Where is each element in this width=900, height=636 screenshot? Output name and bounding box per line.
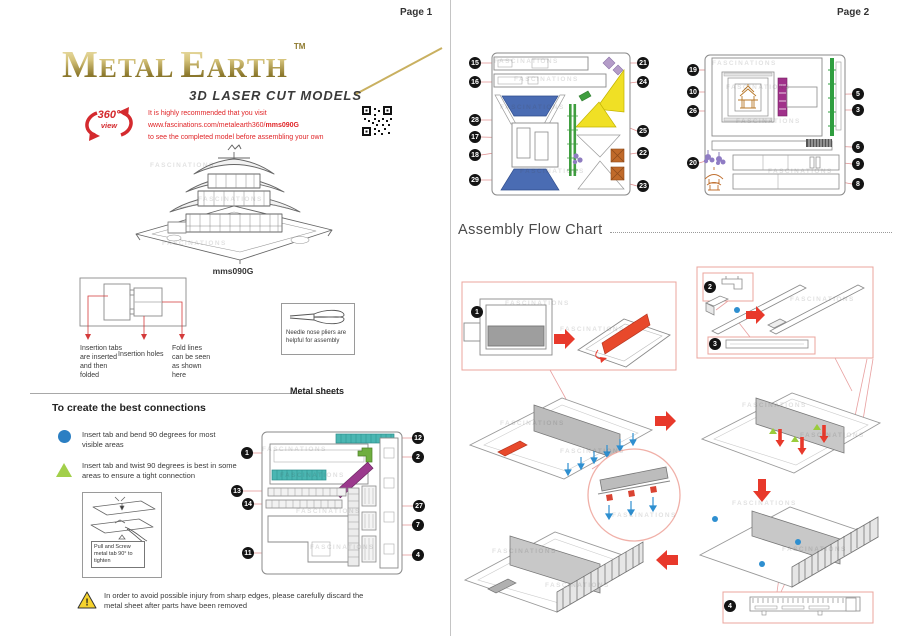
logo-tagline: 3D LASER CUT MODELS [189,88,362,103]
recommendation-line1: It is highly recommended that you visit [148,110,267,117]
part-callout-9: 9 [852,158,864,170]
part-callout-23: 23 [637,180,649,192]
part-callout-26: 26 [687,105,699,117]
model-pagoda-illustration [128,134,340,264]
step2-part-icon [722,276,742,289]
step-callout-4: 4 [724,600,736,612]
part-callout-7: 7 [412,519,424,531]
recommendation-url-model: mms090G [265,122,299,129]
part-callout-27: 27 [413,500,425,512]
twist-marker-icon [56,463,72,477]
twist-tip-text: Insert tab and twist 90 degrees is best in some areas to ensure a tight connection [82,461,237,480]
page2-header: Page 2 [837,7,870,18]
qr-code [362,106,392,136]
red-arrow-down [753,479,771,502]
pliers-note: Needle nose pliers are helpful for assembly [286,330,347,344]
assembly-mid-right [702,393,880,502]
part-callout-15: 15 [469,57,481,69]
part-callout-29: 29 [469,174,481,186]
part-callout-3: 3 [852,104,864,116]
watermark: FASCINATIONS [560,326,625,333]
connections-heading: To create the best connections [52,402,206,414]
badge-view-label: view [100,121,118,130]
assembly-bottom-right [700,507,878,587]
part-callout-12: 12 [412,432,424,444]
assembly-flow-diagram [450,253,900,636]
part-callout-4: 4 [412,549,424,561]
insertion-tabs-label: Insertion tabs are inserted and then folded [80,345,123,379]
logo-word-metal: METAL [62,44,175,86]
metal-sheet-1-drawing [228,424,432,580]
recommendation-url-base: www.fascinations.com/metalearth360/ [148,122,266,129]
part-callout-21: 21 [637,57,649,69]
watermark: FASCINATIONS [790,296,855,303]
needle-nose-pliers-icon [288,306,348,328]
part-magenta-strip [778,78,787,116]
fold-lines-label: Fold lines can be seen as shown here [172,345,211,379]
part-callout-13: 13 [231,485,243,497]
watermark: FASCINATIONS [732,500,797,507]
heading-dotted-rule [610,232,892,233]
badge-360-label: 360° [97,109,121,121]
part-callout-19: 19 [687,64,699,76]
part-callout-14: 14 [242,498,254,510]
step3-part-icon [726,340,808,348]
step4-part-icon [750,597,860,615]
red-arrow-right [554,329,575,349]
part-callout-1: 1 [241,447,253,459]
watermark: FASCINATIONS [150,162,215,169]
step-callout-1: 1 [471,306,483,318]
warning-triangle-icon [76,590,98,610]
tab-fold-diagram [78,276,190,342]
metal-sheets-label: Metal sheets [289,386,345,396]
twist-howto-diagram [85,495,159,543]
bend-marker [734,307,740,313]
part-callout-25: 25 [637,125,649,137]
part-callout-6: 6 [852,141,864,153]
part-callout-24: 24 [637,76,649,88]
bend-tip-text: Insert tab and bend 90 degrees for most visible areas [82,430,216,449]
insertion-holes-label: Insertion holes [118,351,164,358]
bend-marker-icon [58,430,71,443]
part-callout-22: 22 [637,147,649,159]
part-callout-2: 2 [412,451,424,463]
part-callout-17: 17 [469,131,481,143]
step2-3-assembly [706,285,864,334]
part-callout-28: 28 [469,114,481,126]
part-green-strip [569,104,572,176]
recommendation-line3: to see the completed model before assembling your own [148,134,324,141]
gold-accent-line [352,44,444,96]
part-callout-10: 10 [687,86,699,98]
step-callout-2: 2 [704,281,716,293]
assembly-flow-heading: Assembly Flow Chart [458,222,603,238]
page1-header: Page 1 [400,7,433,18]
twist-howto-box [82,492,162,578]
model-number-label: mms090G [212,266,254,276]
pliers-tip-box [281,303,355,355]
step-callout-3: 3 [709,338,721,350]
red-arrow-left [656,550,678,570]
part-callout-16: 16 [469,76,481,88]
part-callout-5: 5 [852,88,864,100]
magnifier-detail [588,449,680,541]
part-callout-8: 8 [852,178,864,190]
warning-text: In order to avoid possible injury from sharp edges, please carefully discard the metal sheet after parts have been removed [104,591,364,610]
pull-screw-tip: Pull and Screw metal tab 90° to tighten [91,541,145,568]
logo-word-earth: EARTH [180,44,288,86]
warning-mark: ! [85,597,89,609]
red-arrow-right [655,411,676,431]
metal-sheet-3-drawing [678,38,882,202]
part-callout-20: 20 [687,157,699,169]
part-callout-11: 11 [242,547,254,559]
step1-folded-view [578,314,670,367]
part-callout-18: 18 [469,149,481,161]
metal-sheet-2-drawing [458,38,662,202]
logo-trademark: TM [293,42,306,51]
assembly-bottom-left [465,532,643,612]
recommendation-url [148,120,360,132]
metal-earth-logo [62,42,305,87]
